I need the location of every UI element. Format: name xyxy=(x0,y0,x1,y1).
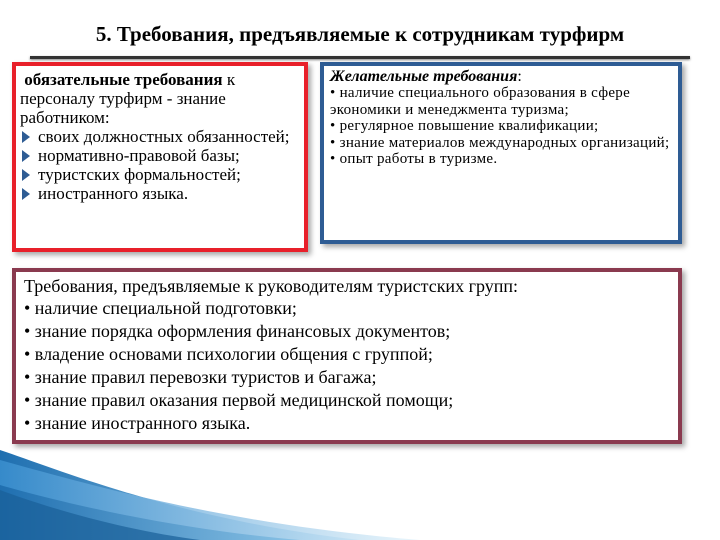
list-item: • знание правил оказания первой медицинской помощи; xyxy=(24,390,454,410)
leaders-heading: Требования, предъявляемые к руководителям туристских групп: xyxy=(24,276,518,296)
list-item-text: нормативно-правовой базы; xyxy=(38,146,240,165)
corner-swoosh-decoration xyxy=(0,430,720,540)
triangle-bullet-icon xyxy=(22,150,30,162)
triangle-bullet-icon xyxy=(22,131,30,143)
list-item: • знание правил перевозки туристов и багажа; xyxy=(24,367,377,387)
desired-requirements-box xyxy=(320,62,682,244)
page-title: 5. Требования, предъявляемые к сотрудникам турфирм xyxy=(95,22,625,46)
desired-heading-colon: : xyxy=(517,68,522,85)
mandatory-heading-bold: обязательные требования xyxy=(24,70,223,89)
mandatory-list xyxy=(20,127,298,203)
list-item xyxy=(20,146,298,165)
desired-heading-text: Желательные требования xyxy=(330,68,518,85)
mandatory-heading-rest: к персоналу турфирм - знание работником: xyxy=(20,70,236,127)
mandatory-requirements-box xyxy=(12,62,308,252)
triangle-bullet-icon xyxy=(22,169,30,181)
list-item-text: своих должностных обязанностей; xyxy=(38,127,290,146)
triangle-bullet-icon xyxy=(22,188,30,200)
group-leader-requirements-box xyxy=(12,268,682,444)
list-item xyxy=(20,165,298,184)
list-item: • знание иностранного языка. xyxy=(24,413,251,433)
list-item: • наличие специальной подготовки; xyxy=(24,298,297,318)
list-item: • знание порядка оформления финансовых документов; xyxy=(24,321,451,341)
list-item: • знание материалов международных организаций; xyxy=(330,134,670,151)
leaders-list xyxy=(24,297,670,435)
list-item xyxy=(20,184,298,203)
desired-heading xyxy=(330,68,672,85)
mandatory-heading xyxy=(20,70,298,127)
title-divider xyxy=(30,56,690,59)
list-item: • регулярное повышение квалификации; xyxy=(330,118,599,134)
list-item: • опыт работы в туризме. xyxy=(330,151,498,167)
desired-list xyxy=(330,85,672,168)
list-item-text: иностранного языка. xyxy=(38,184,189,203)
list-item: • владение основами психологии общения с группой; xyxy=(24,344,433,364)
list-item: • наличие специального образования в сфере экономики и менеджмента туризма; xyxy=(330,85,631,118)
list-item xyxy=(20,127,298,146)
list-item-text: туристских формальностей; xyxy=(38,165,241,184)
